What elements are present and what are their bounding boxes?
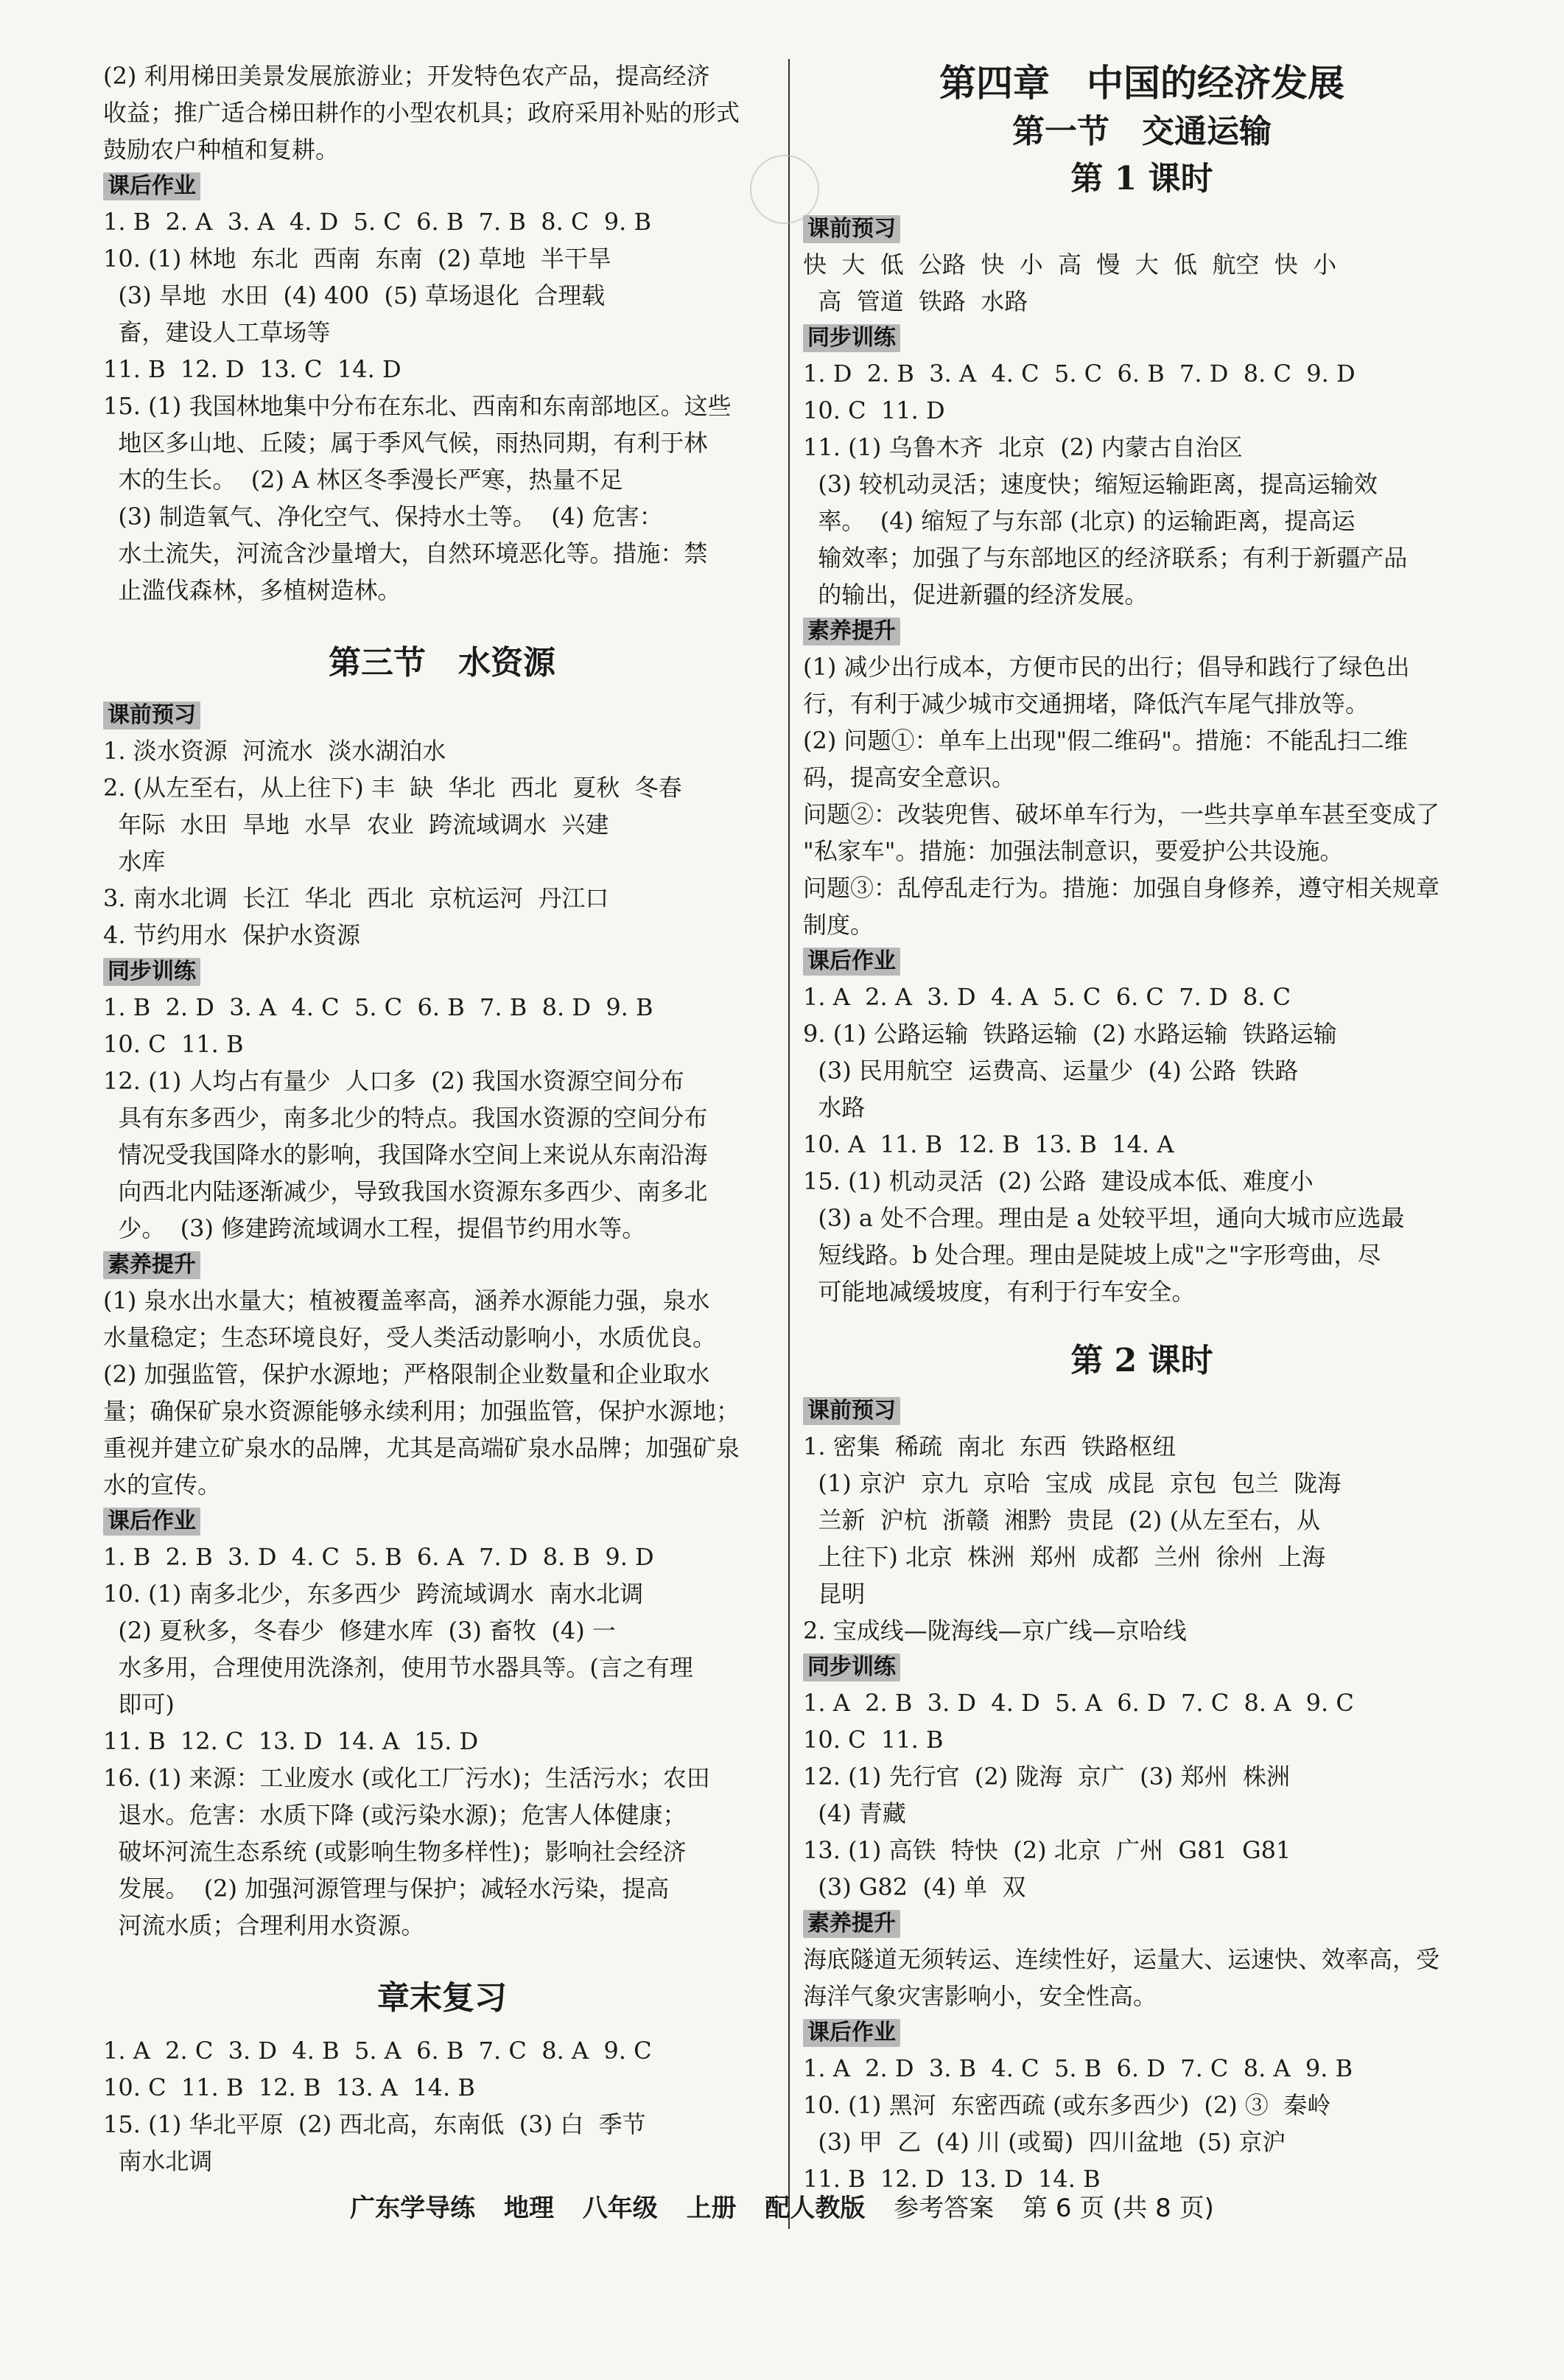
text-line: 10. (1) 黑河 东密西疏 (或东多西少) (2) ③ 秦岭 (803, 2091, 1331, 2119)
sync-training-label: 同步训练 (803, 324, 900, 352)
text-line: 兰新 沪杭 浙赣 湘黔 贵昆 (2) (从左至右，从 (803, 1506, 1321, 1534)
preview-label: 课前预习 (103, 701, 200, 729)
text-line: 3. 南水北调 长江 华北 西北 京杭运河 丹江口 (103, 884, 609, 912)
text-line: 10. C 11. D (803, 396, 945, 424)
text-line: 水路 (803, 1093, 866, 1121)
lesson-title: 第 1 课时 (1070, 160, 1213, 197)
text-line: 1. 密集 稀疏 南北 东西 铁路枢纽 (803, 1432, 1176, 1460)
text-line: (3) a 处不合理。理由是 a 处较平坦，通向大城市应选最 (803, 1204, 1405, 1232)
text-line: 止滥伐森林，多植树造林。 (103, 576, 401, 604)
text-line: 具有东多西少，南多北少的特点。我国水资源的空间分布 (103, 1104, 708, 1132)
text-line: 水库 (103, 847, 166, 875)
text-line: 高 管道 铁路 水路 (803, 287, 1028, 315)
text-line: 收益；推广适合梯田耕作的小型农机具；政府采用补贴的形式 (103, 99, 740, 127)
text-line: 10. (1) 林地 东北 西南 东南 (2) 草地 半干旱 (103, 245, 611, 273)
text-line: 1. B 2. A 3. A 4. D 5. C 6. B 7. B 8. C 9. B (103, 208, 651, 236)
volume: 上册 (686, 2194, 737, 2223)
text-line: 率。 (4) 缩短了与东部 (北京) 的运输距离，提高运 (803, 507, 1356, 535)
text-line: 输效率；加强了与东部地区的经济联系；有利于新疆产品 (803, 544, 1408, 572)
text-line: 2. (从左至右，从上往下) 丰 缺 华北 西北 夏秋 冬春 (103, 774, 682, 802)
text-line: 少。 (3) 修建跨流域调水工程，提倡节约用水等。 (103, 1214, 646, 1242)
text-line: 木的生长。 (2) A 林区冬季漫长严寒，热量不足 (103, 466, 623, 494)
text-line: (2) 夏秋多，冬春少 修建水库 (3) 畜牧 (4) 一 (103, 1617, 616, 1645)
literacy-block (803, 648, 1481, 943)
text-line: 行，有利于减少城市交通拥堵，降低汽车尾气排放等。 (803, 690, 1370, 718)
text-line: 发展。 (2) 加强河源管理与保护；减轻水污染，提高 (103, 1875, 670, 1903)
text-line: 15. (1) 机动灵活 (2) 公路 建设成本低、难度小 (803, 1167, 1314, 1195)
text-line: 河流水质；合理利用水资源。 (103, 1911, 425, 1939)
text-line: 12. (1) 人均占有量少 人口多 (2) 我国水资源空间分布 (103, 1067, 684, 1095)
sync-training-block (803, 1684, 1481, 1905)
literacy-label: 素养提升 (103, 1251, 200, 1279)
intro-block (103, 57, 781, 168)
text-line: 2. 宝成线—陇海线—京广线—京哈线 (803, 1617, 1187, 1645)
text-line: 1. A 2. C 3. D 4. B 5. A 6. B 7. C 8. A 9. C (103, 2037, 652, 2065)
homework-block (803, 979, 1481, 1310)
sync-training-block (103, 989, 781, 1247)
text-line: 重视并建立矿泉水的品牌，尤其是高端矿泉水品牌；加强矿泉 (103, 1434, 740, 1462)
text-line: 年际 水田 旱地 水旱 农业 跨流域调水 兴建 (103, 811, 609, 839)
text-line: "私家车"。措施：加强法制意识，要爱护公共设施。 (803, 837, 1344, 865)
text-line: 短线路。b 处合理。理由是陡坡上成"之"字形弯曲，尽 (803, 1241, 1381, 1269)
text-line: 1. B 2. D 3. A 4. C 5. C 6. B 7. B 8. D 9. B (103, 993, 653, 1021)
text-line: (2) 问题①：单车上出现"假二维码"。措施：不能乱扫二维 (803, 727, 1408, 755)
text-line: 量；确保矿泉水资源能够永续利用；加强监管，保护水源地； (103, 1397, 740, 1425)
preview-block (803, 246, 1481, 320)
homework-label: 课后作业 (103, 172, 200, 200)
text-line: 可能地减缓坡度，有利于行车安全。 (803, 1278, 1196, 1306)
literacy-block (103, 1282, 781, 1503)
text-line: 12. (1) 先行官 (2) 陇海 京广 (3) 郑州 株洲 (803, 1763, 1290, 1791)
text-line: (3) G82 (4) 单 双 (803, 1873, 1026, 1901)
homework-block (803, 2050, 1481, 2197)
homework-block (103, 1539, 781, 1944)
text-line: 1. A 2. A 3. D 4. A 5. C 6. C 7. D 8. C (803, 983, 1291, 1011)
text-line: 水量稳定；生态环境良好，受人类活动影响小，水质优良。 (103, 1323, 717, 1351)
literacy-block (803, 1941, 1481, 2015)
text-line: 1. B 2. B 3. D 4. C 5. B 6. A 7. D 8. B 9. D (103, 1543, 654, 1571)
text-line: 1. A 2. D 3. B 4. C 5. B 6. D 7. C 8. A 9. B (803, 2054, 1353, 2082)
homework-label: 课后作业 (103, 1508, 200, 1536)
text-line: 15. (1) 华北平原 (2) 西北高，东南低 (3) 白 季节 (103, 2110, 646, 2138)
column-divider (788, 59, 790, 2229)
text-line: 1. D 2. B 3. A 4. C 5. C 6. B 7. D 8. C 9. D (803, 360, 1356, 388)
page-number: 第 6 页 (共 8 页) (1023, 2194, 1214, 2223)
text-line: 11. B 12. D 13. D 14. B (803, 2165, 1101, 2193)
left-column (103, 57, 781, 2180)
text-line: (1) 京沪 京九 京哈 宝成 成昆 京包 包兰 陇海 (803, 1469, 1342, 1497)
text-line: 16. (1) 来源：工业废水 (或化工厂污水)；生活污水；农田 (103, 1764, 710, 1792)
section-label: 参考答案 (894, 2194, 995, 2223)
text-line: 的输出，促进新疆的经济发展。 (803, 581, 1149, 609)
text-line: 海洋气象灾害影响小，安全性高。 (803, 1982, 1157, 2010)
text-line: 地区多山地、丘陵；属于季风气候，雨热同期，有利于林 (103, 429, 708, 457)
text-line: 鼓励农户种植和复耕。 (103, 136, 340, 164)
text-line: 上往下) 北京 株洲 郑州 成都 兰州 徐州 上海 (803, 1543, 1326, 1571)
text-line: (2) 加强监管，保护水源地；严格限制企业数量和企业取水 (103, 1360, 710, 1388)
text-line: (1) 泉水出水量大；植被覆盖率高，涵养水源能力强，泉水 (103, 1287, 710, 1315)
preview-label: 课前预习 (803, 215, 900, 243)
text-line: 1. A 2. B 3. D 4. D 5. A 6. D 7. C 8. A 9. C (803, 1689, 1354, 1717)
preview-block (803, 1428, 1481, 1649)
grade: 八年级 (582, 2194, 658, 2223)
lesson-title: 第 2 课时 (1070, 1342, 1213, 1379)
text-line: 昆明 (803, 1580, 866, 1608)
text-line: 快 大 低 公路 快 小 高 慢 大 低 航空 快 小 (803, 251, 1337, 279)
sync-training-label: 同步训练 (803, 1653, 900, 1681)
text-line: 问题③：乱停乱走行为。措施：加强自身修养，遵守相关规章 (803, 874, 1440, 902)
text-line: 1. 淡水资源 河流水 淡水湖泊水 (103, 737, 446, 765)
text-line: 水多用，合理使用洗涤剂，使用节水器具等。(言之有理 (103, 1653, 693, 1681)
text-line: 10. C 11. B 12. B 13. A 14. B (103, 2073, 475, 2101)
text-line: (3) 甲 乙 (4) 川 (或蜀) 四川盆地 (5) 京沪 (803, 2128, 1286, 2156)
text-line: 10. C 11. B (803, 1726, 944, 1754)
text-line: 情况受我国降水的影响，我国降水空间上来说从东南沿海 (103, 1141, 708, 1169)
preview-label: 课前预习 (803, 1397, 900, 1425)
text-line: 10. C 11. B (103, 1030, 244, 1058)
text-line: (2) 利用梯田美景发展旅游业；开发特色农产品，提高经济 (103, 62, 710, 90)
subject: 地理 (503, 2194, 554, 2223)
sync-training-block (803, 355, 1481, 613)
literacy-label: 素养提升 (803, 617, 900, 645)
text-line: 畜，建设人工草场等 (103, 318, 331, 346)
right-column (803, 57, 1481, 2197)
text-line: 即可) (103, 1690, 175, 1718)
literacy-label: 素养提升 (803, 1910, 900, 1938)
text-line: 10. A 11. B 12. B 13. B 14. A (803, 1130, 1174, 1158)
text-line: 海底隧道无须转运、连续性好，运量大、运速快、效率高，受 (803, 1945, 1440, 1973)
homework-label: 课后作业 (803, 2019, 900, 2047)
text-line: 退水。危害：水质下降 (或污染水源)；危害人体健康； (103, 1801, 687, 1829)
text-line: (4) 青藏 (803, 1799, 906, 1827)
text-line: 向西北内陆逐渐减少，导致我国水资源东多西少、南多北 (103, 1177, 708, 1205)
section-title: 第一节 交通运输 (1012, 113, 1272, 150)
homework-block (103, 203, 781, 609)
edition: 配人教版 (765, 2194, 866, 2223)
text-line: 9. (1) 公路运输 铁路运输 (2) 水路运输 铁路运输 (803, 1020, 1337, 1048)
text-line: 码，提高安全意识。 (803, 763, 1016, 791)
text-line: 13. (1) 高铁 特快 (2) 北京 广州 G81 G81 (803, 1836, 1291, 1864)
text-line: (3) 旱地 水田 (4) 400 (5) 草场退化 合理载 (103, 281, 606, 309)
page-footer (0, 2190, 1564, 2227)
chapter-title: 第四章 中国的经济发展 (939, 61, 1344, 105)
text-line: 水土流失，河流含沙量增大，自然环境恶化等。措施：禁 (103, 539, 708, 567)
text-line: 问题②：改装兜售、破坏单车行为，一些共享单车甚至变成了 (803, 800, 1440, 828)
text-line: 11. B 12. C 13. D 14. A 15. D (103, 1727, 479, 1755)
section-title: 第三节 水资源 (329, 644, 555, 682)
book-title: 广东学导练 (350, 2194, 476, 2223)
text-line: 15. (1) 我国林地集中分布在东北、西南和东南部地区。这些 (103, 392, 732, 420)
text-line: 水的宣传。 (103, 1471, 222, 1499)
text-line: 4. 节约用水 保护水资源 (103, 921, 361, 949)
text-line: (3) 民用航空 运费高、运量少 (4) 公路 铁路 (803, 1057, 1299, 1085)
text-line: (3) 制造氧气、净化空气、保持水土等。 (4) 危害： (103, 503, 663, 531)
text-line: 制度。 (803, 911, 874, 939)
text-line: 11. (1) 乌鲁木齐 北京 (2) 内蒙古自治区 (803, 433, 1243, 461)
text-line: 破坏河流生态系统 (或影响生物多样性)；影响社会经济 (103, 1838, 687, 1866)
text-line: 11. B 12. D 13. C 14. D (103, 355, 401, 383)
homework-label: 课后作业 (803, 948, 900, 976)
text-line: 10. (1) 南多北少，东多西少 跨流域调水 南水北调 (103, 1580, 644, 1608)
text-line: 南水北调 (103, 2147, 213, 2175)
preview-block (103, 732, 781, 953)
text-line: (1) 减少出行成本，方便市民的出行；倡导和践行了绿色出 (803, 653, 1410, 681)
sync-training-label: 同步训练 (103, 958, 200, 986)
text-line: (3) 较机动灵活；速度快；缩短运输距离，提高运输效 (803, 470, 1378, 498)
chapter-review-title: 章末复习 (377, 1979, 507, 2017)
review-block (103, 2032, 781, 2180)
